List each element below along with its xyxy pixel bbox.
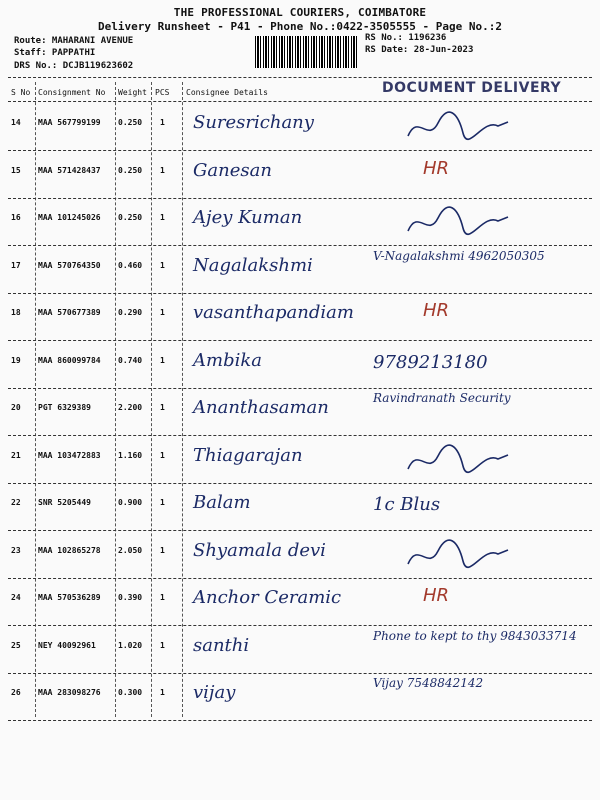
table-row [8,532,592,577]
drs-number: DRS No.: DCJB119623602 [14,61,134,71]
pieces-count: 1 [160,118,165,127]
signature-scribble [403,203,513,239]
pieces-count: 1 [160,213,165,222]
staff-label: Staff: PAPPATHI [14,48,96,58]
consignee-name: Nagalakshmi [193,254,313,276]
col-sno: S No [11,88,31,97]
pieces-count: 1 [160,498,165,507]
signature-scribble [403,536,513,572]
pieces-count: 1 [160,403,165,412]
weight-value: 0.900 [118,498,143,507]
receipt-note: 1c Blus [373,494,441,515]
weight-value: 0.740 [118,355,143,365]
receipt-note: Phone to kept to thy 9843033714 [373,628,577,643]
consignee-name: Thiagarajan [193,444,303,466]
table-row [8,104,592,149]
table-row [8,199,592,244]
table-row [8,627,592,672]
weight-value: 0.290 [118,308,143,317]
consignment-number: MAA 283098276 [38,688,101,697]
consignee-name: Shyamala devi [193,539,326,561]
serial-number: 17 [11,260,21,270]
rs-number: RS No.: 1196236 [365,33,447,43]
consignment-number: NEY 40092961 [38,640,96,650]
pieces-count: 1 [160,545,165,555]
weight-value: 1.160 [118,450,143,460]
consignee-name: Ananthasaman [193,397,329,418]
header-divider [8,77,592,78]
signature-scribble [403,441,513,477]
pieces-count: 1 [160,688,165,697]
consignment-number: MAA 571428437 [38,165,101,175]
weight-value: 2.200 [118,403,143,412]
weight-value: 0.250 [118,213,143,222]
col-consignment: Consignment No [38,88,106,97]
consignee-name: vijay [193,682,236,703]
consignee-name: Balam [193,492,251,513]
pieces-count: 1 [160,260,165,270]
weight-value: 1.020 [118,640,143,650]
consignment-number: MAA 567799199 [38,118,101,127]
table-row [8,674,592,719]
receipt-note: HR [423,300,450,321]
weight-value: 0.250 [118,118,143,127]
consignee-name: Ganesan [193,159,272,181]
company-name: THE PROFESSIONAL COURIERS, COIMBATORE [173,6,427,19]
consignee-name: Suresrichany [193,112,314,133]
receipt-note: HR [423,157,450,179]
weight-value: 2.050 [118,545,143,555]
signature-scribble [403,108,513,144]
consignment-number: MAA 570536289 [38,593,101,602]
table-row [8,437,592,482]
serial-number: 16 [11,213,21,222]
pieces-count: 1 [160,165,165,175]
pieces-count: 1 [160,355,165,365]
serial-number: 21 [11,450,21,460]
pieces-count: 1 [160,640,165,650]
receipt-note: 9789213180 [373,351,488,373]
serial-number: 22 [11,498,21,507]
col-details: Consignee Details [186,88,268,97]
consignee-name: Ajey Kuman [193,207,303,228]
consignee-name: Ambika [193,349,262,371]
serial-number: 14 [11,118,21,127]
serial-number: 18 [11,308,21,317]
table-row [8,342,592,387]
table-row [8,484,592,529]
rs-date: RS Date: 28-Jun-2023 [365,45,474,55]
receipt-note: Ravindranath Security [373,391,511,405]
weight-value: 0.300 [118,688,143,697]
col-weight: Weight [118,88,147,97]
consignment-number: MAA 102865278 [38,545,101,555]
consignment-number: MAA 570677389 [38,308,101,317]
consignee-name: Anchor Ceramic [193,587,342,608]
column-divider [8,101,592,102]
route-label: Route: MAHARANI AVENUE [14,36,134,46]
receipt-note: HR [423,585,450,606]
barcode [255,36,357,68]
consignment-number: MAA 860099784 [38,355,101,365]
serial-number: 25 [11,640,21,650]
row-divider [8,720,592,721]
table-row [8,152,592,197]
consignee-name: santhi [193,634,250,656]
consignment-number: PGT 6329389 [38,403,91,412]
weight-value: 0.460 [118,260,143,270]
serial-number: 19 [11,355,21,365]
table-row [8,579,592,624]
serial-number: 23 [11,545,21,555]
consignee-name: vasanthapandiam [193,302,354,323]
consignment-number: SNR 5205449 [38,498,91,507]
receipt-note: V-Nagalakshmi 4962050305 [373,248,545,263]
receipt-note: Vijay 7548842142 [373,676,484,690]
document-delivery-stamp: DOCUMENT DELIVERY [382,80,562,96]
weight-value: 0.250 [118,165,143,175]
serial-number: 24 [11,593,21,602]
serial-number: 26 [11,688,21,697]
pieces-count: 1 [160,308,165,317]
col-pcs: PCS [155,88,170,97]
consignment-number: MAA 101245026 [38,213,101,222]
table-row [8,389,592,434]
consignment-number: MAA 570764350 [38,260,101,270]
pieces-count: 1 [160,450,165,460]
table-row [8,294,592,339]
serial-number: 20 [11,403,21,412]
consignment-number: MAA 103472883 [38,450,101,460]
pieces-count: 1 [160,593,165,602]
weight-value: 0.390 [118,593,143,602]
runsheet-title: Delivery Runsheet - P41 - Phone No.:0422-3505555 - Page No.:2 [98,20,502,33]
table-row [8,247,592,292]
serial-number: 15 [11,165,21,175]
